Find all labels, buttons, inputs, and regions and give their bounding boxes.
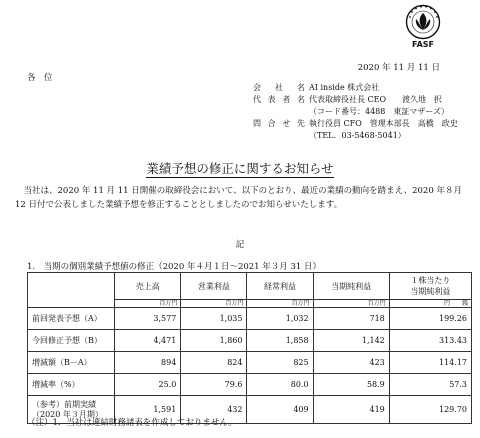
sender-value: 代表取締役社長 CEO 渡久地 択 <box>309 95 443 104</box>
sender-value: 執行役員 CFO 管理本部長 高橋 政史 <box>309 119 458 128</box>
unit-cell: 百万円 <box>247 300 313 308</box>
value-cell: 825 <box>247 352 313 374</box>
value-cell: 1,858 <box>247 330 313 352</box>
sender-key: 問合せ先 <box>253 119 305 128</box>
unit-cell: 円 銭 <box>389 300 471 308</box>
sender-key <box>253 130 305 142</box>
row-label-line: （参考）前期実績 <box>32 399 96 409</box>
value-cell: 894 <box>115 352 181 374</box>
sender-row <box>253 82 458 94</box>
value-cell: 25.0 <box>115 374 181 396</box>
value-cell: 718 <box>313 308 389 330</box>
ki-mark: 記 <box>235 240 245 250</box>
sender-value: AI inside 株式会社 <box>309 83 380 92</box>
table-header-cell <box>389 273 471 300</box>
value-cell: 80.0 <box>247 374 313 396</box>
row-label: 増減額（B－A） <box>28 352 115 374</box>
table-header-cell: 当期純利益 <box>313 273 389 300</box>
table-row <box>28 374 472 396</box>
row-label: 今回修正予想（B） <box>28 330 115 352</box>
value-cell: 114.17 <box>389 352 471 374</box>
sender-key <box>253 106 305 118</box>
section-heading: 1. 当期の個別業績予想値の修正（2020 年４月１日～2021 年３月 31 日） <box>27 262 321 272</box>
value-cell: 79.6 <box>181 374 247 396</box>
value-cell: 1,591 <box>115 396 181 424</box>
sender-row <box>253 118 458 130</box>
value-cell: 58.9 <box>313 374 389 396</box>
sender-row <box>253 130 458 142</box>
table-header-cell: 経常利益 <box>247 273 313 300</box>
header-line: 当期純利益 <box>410 287 451 296</box>
table-header-cell <box>28 273 115 308</box>
unit-cell: 百万円 <box>115 300 181 308</box>
value-cell: 1,142 <box>313 330 389 352</box>
value-cell: 1,032 <box>247 308 313 330</box>
body-paragraph: 当社は、2020 年 11 月 11 日開催の取締役会において、以下のとおり、最近の業績の動向を踏まえ、2020 年８月 12 日付で公表しました業績予想を修正することとしましたのでお知らせいたします。 <box>15 186 462 210</box>
unit-cell: 百万円 <box>181 300 247 308</box>
table-row <box>28 330 472 352</box>
unit-cell: 百万円 <box>313 300 389 308</box>
row-label: 前回発表予想（A） <box>28 308 115 330</box>
sender-key: 代表者名 <box>253 95 305 104</box>
page-title-text: 業績予想の修正に関するお知らせ <box>146 161 334 176</box>
sender-value: （コード番号：4488 東証マザーズ） <box>309 107 449 116</box>
sender-block <box>253 82 458 142</box>
row-label-line: （2020 年３月期） <box>32 409 103 419</box>
sender-value: （TEL．03-5468-5041） <box>309 131 406 140</box>
table-header-row <box>28 273 472 300</box>
sender-key: 会 社 名 <box>253 83 305 92</box>
value-cell: 432 <box>181 396 247 424</box>
table-header-cell: 売上高 <box>115 273 181 300</box>
value-cell: 419 <box>313 396 389 424</box>
table-row <box>28 308 472 330</box>
svg-text:FASF: FASF <box>412 40 434 49</box>
sender-row <box>253 106 458 118</box>
value-cell: 3,577 <box>115 308 181 330</box>
value-cell: 423 <box>313 352 389 374</box>
value-cell: 409 <box>247 396 313 424</box>
value-cell: 4,471 <box>115 330 181 352</box>
fasf-seal-icon <box>405 4 441 50</box>
page-title <box>0 161 480 177</box>
header-line: １株当たり <box>410 276 451 285</box>
value-cell: 57.3 <box>389 374 471 396</box>
value-cell: 1,860 <box>181 330 247 352</box>
table-header-cell: 営業利益 <box>181 273 247 300</box>
row-label: 増減率（%） <box>28 374 115 396</box>
value-cell: 129.70 <box>389 396 471 424</box>
addressee: 各 位 <box>27 73 53 83</box>
footnote: （注）1．当社は連結財務諸表を作成しておりません。 <box>27 418 237 428</box>
value-cell: 824 <box>181 352 247 374</box>
value-cell: 1,035 <box>181 308 247 330</box>
table-row <box>28 352 472 374</box>
value-cell: 313.43 <box>389 330 471 352</box>
forecast-table <box>27 272 472 424</box>
document-date: 2020 年 11 月 11 日 <box>357 63 440 73</box>
value-cell: 199.26 <box>389 308 471 330</box>
sender-row <box>253 94 458 106</box>
